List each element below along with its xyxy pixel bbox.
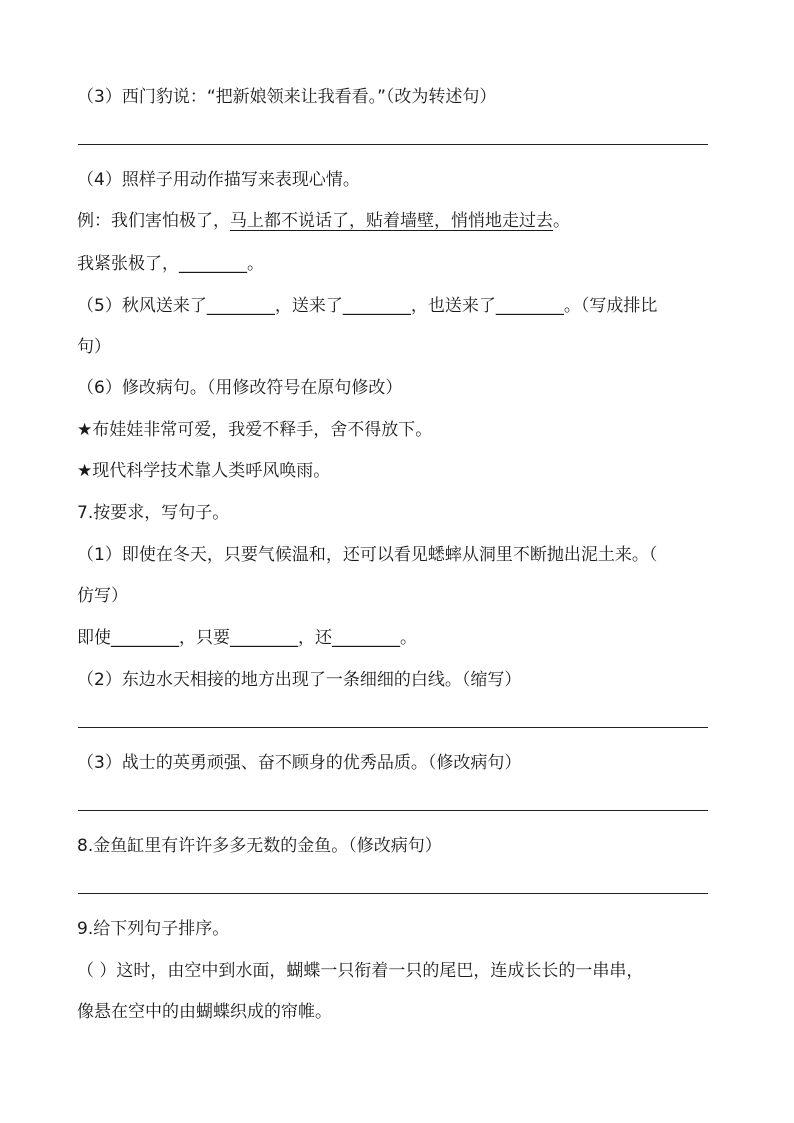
q7-item1-line1: （1）即使在冬天，只要气候温和，还可以看见蟋蟀从洞里不断抛出泥土来。（ xyxy=(77,545,658,565)
q9-heading: 9.给下列句子排序。 xyxy=(77,919,230,939)
example-underlined: 马上都不说话了，贴着墙壁，悄悄地走过去 xyxy=(230,211,553,231)
answer-line[interactable] xyxy=(78,810,708,811)
q7-item1-line2: 仿写） xyxy=(77,586,128,606)
faulty-sentence-1: ★布娃娃非常可爱，我爱不释手，舍不得放下。 xyxy=(77,420,433,440)
q6-item6-text: （6）修改病句。（用修改符号在原句修改） xyxy=(77,378,403,398)
faulty-sentence-2: ★现代科学技术靠人类呼风唤雨。 xyxy=(77,461,331,481)
q6-item4-text: （4）照样子用动作描写来表现心情。 xyxy=(77,170,360,190)
answer-line[interactable] xyxy=(78,727,708,728)
q6-item3-text: （3）西门豹说：“把新娘领来让我看看。”（改为转述句） xyxy=(77,87,497,107)
q7-item1-template[interactable]: 即使________，只要________，还________。 xyxy=(77,628,417,648)
q9-item-line2: 像悬在空中的由蝴蝶织成的帘帷。 xyxy=(77,1002,332,1022)
example-sentence xyxy=(77,210,570,232)
q7-item3-text: （3）战士的英勇顽强、奋不顾身的优秀品质。（修改病句） xyxy=(77,753,522,773)
my-sentence-template[interactable]: 我紧张极了，________。 xyxy=(77,254,264,274)
answer-line[interactable] xyxy=(78,144,708,145)
q9-item-line1[interactable]: （ ）这时，由空中到水面，蝴蝶一只衔着一只的尾巴，连成长长的一串串， xyxy=(77,961,644,981)
example-suffix: 。 xyxy=(553,211,570,231)
example-prefix: 例：我们害怕极了， xyxy=(77,211,230,231)
q7-heading: 7.按要求，写句子。 xyxy=(77,503,230,523)
q6-item5-line1[interactable]: （5）秋风送来了________，送来了________，也送来了________。（写成排比 xyxy=(77,296,658,316)
q7-item2-text: （2）东边水天相接的地方出现了一条细细的白线。（缩写） xyxy=(77,670,522,690)
answer-line[interactable] xyxy=(78,893,708,894)
q6-item5-line2: 句） xyxy=(77,337,111,357)
q8-heading: 8.金鱼缸里有许许多多无数的金鱼。（修改病句） xyxy=(77,836,442,856)
